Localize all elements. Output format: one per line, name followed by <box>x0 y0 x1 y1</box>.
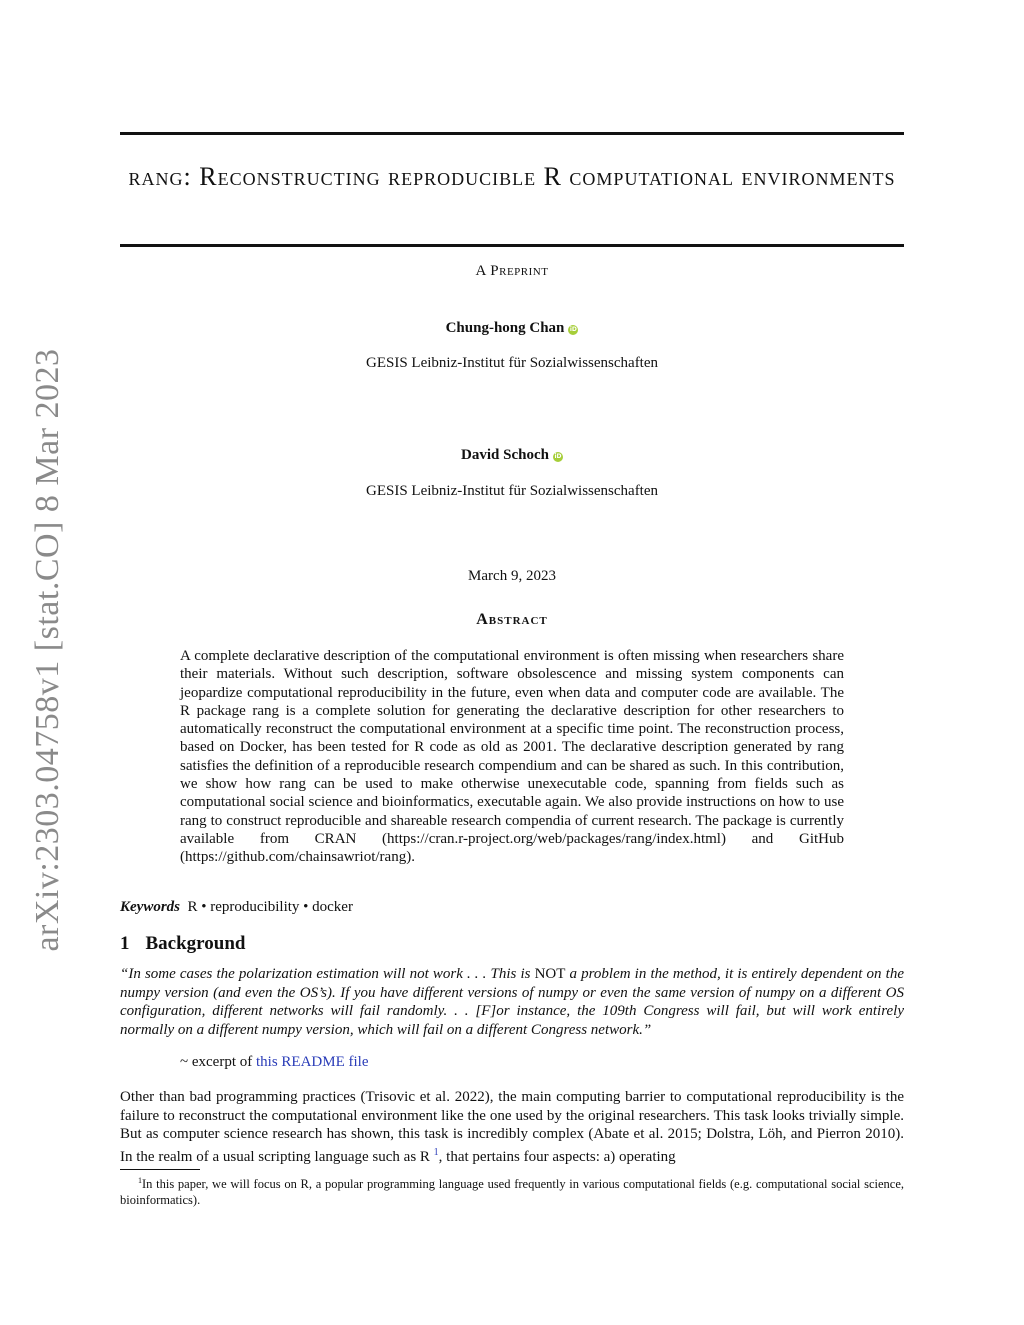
paper-title: rang: Reconstructing reproducible R computational environments <box>128 162 896 191</box>
quote-emphasis: NOT <box>534 966 566 982</box>
footnote-text: In this paper, we will focus on R, a popular programming language used frequently in various computational fields (e.g. computational social science, bioinformatics). <box>120 1177 904 1208</box>
quote-source <box>180 1054 369 1071</box>
author-block-1 <box>0 319 1024 337</box>
keywords-list: R • reproducibility • docker <box>187 899 353 915</box>
footnote-mark: 1 <box>138 1176 142 1185</box>
publication-date: March 9, 2023 <box>468 568 556 584</box>
body-paragraph <box>120 1088 904 1166</box>
preprint-label: A Preprint <box>475 263 549 279</box>
body-text-start: Other than bad programming practices (Trisovic et al. 2022), the main computing barrier to computational reproducibility is the failure to reconstruct the computational environment like the one used by the original researchers. This task looks trivially simple. But as computer science research has shown, this task is incredibly complex (Abate et al. 2015; Dolstra, Löh, and Pierron 2010). In the realm of a usual scripting language such as R <box>120 1089 904 1165</box>
keywords-label: Keywords <box>120 899 180 915</box>
author-name: David Schoch <box>461 447 549 463</box>
author-affiliation: GESIS Leibniz-Institut für Sozialwissenschaften <box>365 355 659 371</box>
footnote-ref-link[interactable]: 1 <box>433 1146 439 1158</box>
abstract-heading: Abstract <box>476 611 548 628</box>
quote-text-start: “In some cases the polarization estimation will not work . . . This is <box>120 966 535 982</box>
orcid-icon[interactable]: iD <box>554 453 562 460</box>
block-quote <box>120 965 904 1039</box>
quote-text-end: a problem in the method, it is entirely dependent on the numpy version (and even the OS’s). If you have different versions of numpy or even the same version of numpy on a different OS configuration, different networks will fail randomly. . . [F]or instance, the 109th Congress will fail, but will work entirely normally on a different numpy version, which will fail on a different Congress network.” <box>120 966 904 1038</box>
author-name: Chung-hong Chan <box>445 320 565 336</box>
title-bottom-rule <box>120 244 904 247</box>
section-title: Background <box>145 933 246 954</box>
title-top-rule <box>120 132 904 135</box>
section-heading <box>120 933 245 955</box>
keywords-line <box>120 899 353 916</box>
footnote-divider <box>120 1169 200 1170</box>
readme-link[interactable]: this README file <box>256 1054 369 1070</box>
section-number: 1 <box>120 933 130 954</box>
abstract-text: A complete declarative description of the computational environment is often missing when researchers share their materials. Without such description, software obsolescence and missing system components can jeopardize computational reproducibility in the future, even when data and computer code are available. The R package rang is a complete solution for generating the declarative description for other researchers to automatically reconstruct the computational environment at a specific time point. The reconstruction process, based on Docker, has been tested for R code as old as 2001. The declarative description generated by rang satisfies the definition of a reproducible research compendium and can be shared as such. In this contribution, we show how rang can be used to make otherwise unexecutable code, spanning from fields such as computational social science and bioinformatics, executable again. We also provide instructions on how to use rang to construct reproducible and shareable research compendia of current research. The package is currently available from CRAN (https://cran.r-project.org/web/packages/rang/index.html) and GitHub (https://github.com/chainsawriot/rang). <box>180 648 844 866</box>
orcid-icon[interactable]: iD <box>569 326 577 333</box>
excerpt-prefix: ~ excerpt of <box>180 1054 256 1070</box>
footnote <box>120 1173 904 1208</box>
arxiv-id-label: arXiv:2303.04758v1 [stat.CO] 8 Mar 2023 <box>29 348 66 952</box>
author-block-2 <box>0 446 1024 464</box>
body-text-end: , that pertains four aspects: a) operating <box>438 1148 676 1165</box>
author-affiliation: GESIS Leibniz-Institut für Sozialwissenschaften <box>365 483 659 499</box>
